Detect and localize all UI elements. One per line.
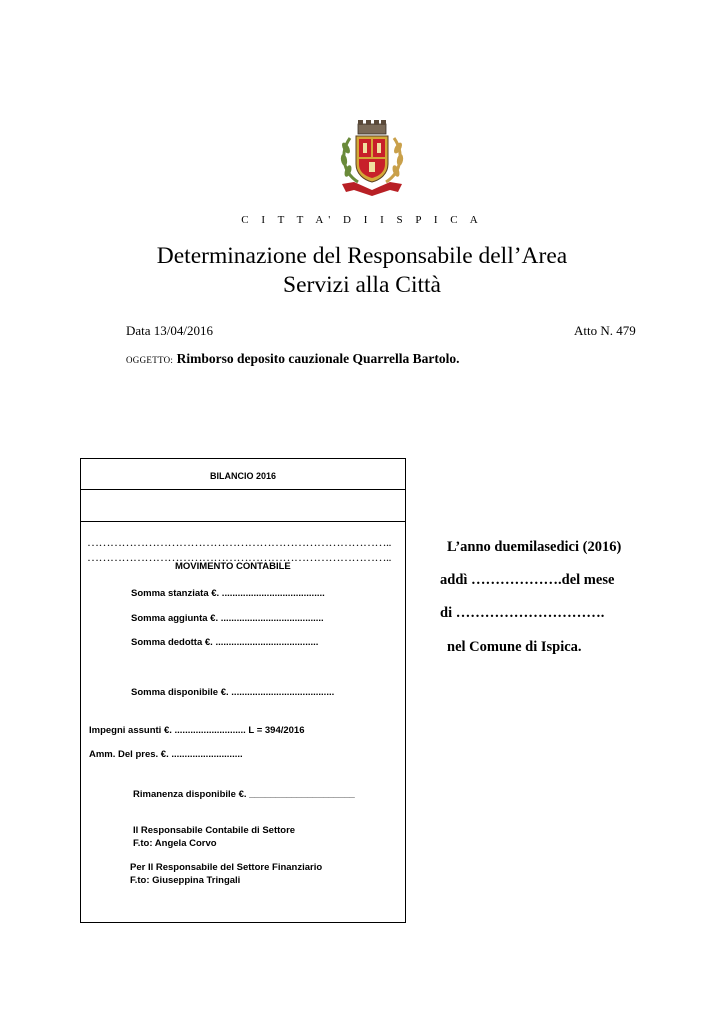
impegni-assunti: Impegni assunti €. ........................... L = 394/2016 bbox=[89, 725, 305, 736]
empty-row bbox=[81, 489, 405, 522]
atto-number: Atto N. 479 bbox=[574, 323, 636, 338]
bilancio-label: BILANCIO 2016 bbox=[209, 471, 277, 481]
amm-del-pres: Amm. Del pres. €. ........................... bbox=[89, 749, 243, 760]
bilancio-row bbox=[81, 459, 405, 490]
city-name: C I T T A' D I I S P I C A bbox=[241, 214, 483, 226]
document-date: Data 13/04/2016 bbox=[126, 323, 214, 338]
document-title bbox=[0, 242, 724, 300]
comune-line: nel Comune di Ispica. bbox=[447, 639, 582, 655]
rimanenza-disponibile: Rimanenza disponibile €. ____________________ bbox=[133, 789, 355, 800]
responsabile-contabile: Il Responsabile Contabile di Settore bbox=[133, 825, 296, 836]
city-crest-logo bbox=[336, 116, 408, 200]
dots-line-1: …………………………………………………………………….. bbox=[87, 535, 391, 549]
fto-angela-corvo: F.to: Angela Corvo bbox=[133, 838, 217, 849]
subject-line bbox=[126, 351, 459, 367]
title-line-1: Determinazione del Responsabile dell’Area bbox=[156, 243, 568, 269]
somma-aggiunta: Somma aggiunta €. ....................................... bbox=[131, 613, 324, 624]
subject-label: OGGETTO: bbox=[126, 355, 174, 365]
somma-stanziata: Somma stanziata €. ....................................... bbox=[131, 588, 325, 599]
title-line-2: Servizi alla Città bbox=[283, 272, 441, 298]
fto-giuseppina-tringali: F.to: Giuseppina Tringali bbox=[130, 875, 241, 886]
movimento-contabile-heading: MOVIMENTO CONTABILE bbox=[175, 561, 291, 572]
di-line: di …………………………. bbox=[440, 605, 605, 621]
addi-line: addì ……………….del mese bbox=[440, 572, 615, 588]
subject-text: Rimborso deposito cauzionale Quarrella Bartolo. bbox=[176, 351, 460, 366]
somma-dedotta: Somma dedotta €. ....................................... bbox=[131, 637, 319, 648]
responsabile-finanziario: Per Il Responsabile del Settore Finanziario bbox=[130, 862, 323, 873]
accounting-box bbox=[80, 458, 406, 923]
somma-disponibile: Somma disponibile €. ....................................... bbox=[131, 687, 335, 698]
anno-line: L’anno duemilasedici (2016) bbox=[447, 539, 622, 555]
dots-line-2: …………………………………………………………………….. bbox=[87, 550, 391, 564]
